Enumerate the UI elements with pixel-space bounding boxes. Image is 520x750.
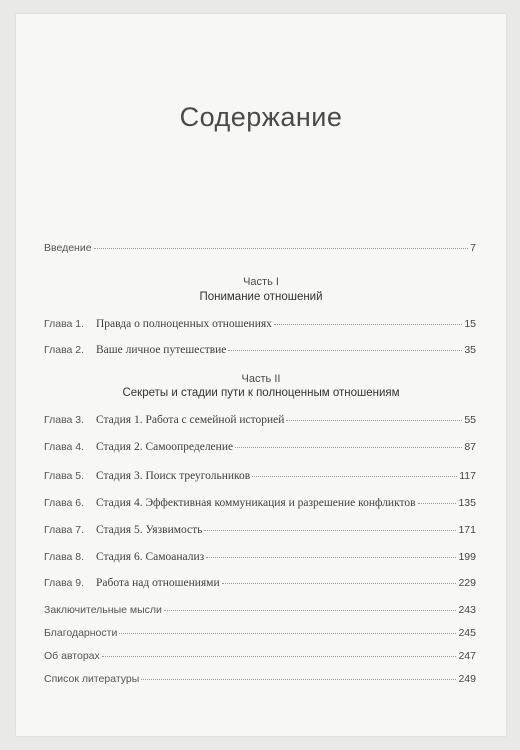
leader-dots (102, 656, 457, 657)
chapter-title: Стадия 5. Уязвимость (96, 524, 203, 536)
chapter-page: 171 (458, 524, 476, 536)
toc-entry-intro (44, 242, 476, 254)
toc-entry-page: 7 (470, 242, 476, 254)
leader-dots (119, 633, 456, 634)
leader-dots (222, 583, 457, 584)
toc-entry-label: Благодарности (44, 627, 118, 639)
chapter-title: Стадия 3. Поиск треугольников (96, 470, 251, 482)
toc-entry-references (44, 673, 476, 685)
leader-dots (94, 248, 469, 249)
leader-dots (235, 447, 462, 448)
page-title: Содержание (179, 102, 343, 132)
toc-entry-label: Введение (44, 242, 92, 254)
toc-entry-page: 245 (458, 627, 476, 639)
book-page (16, 14, 506, 736)
chapter-page: 55 (464, 414, 476, 426)
toc-entry-label: Список литературы (44, 673, 140, 685)
toc-entry-chapter-7 (44, 524, 476, 536)
toc-entry-page: 243 (458, 604, 476, 616)
chapter-title: Стадия 6. Самоанализ (96, 551, 205, 563)
leader-dots (141, 679, 456, 680)
leader-dots (418, 503, 457, 504)
chapter-page: 35 (464, 344, 476, 356)
toc-entry-chapter-4 (44, 441, 476, 453)
chapter-page: 15 (464, 318, 476, 330)
toc-entry-acknowledgements (44, 627, 476, 639)
chapter-page: 117 (459, 470, 476, 482)
part-1-label: Часть I (243, 276, 279, 288)
toc-entry-chapter-5 (44, 470, 476, 482)
chapter-number: Глава 2. (44, 344, 85, 356)
leader-dots (274, 324, 462, 325)
chapter-number: Глава 4. (44, 441, 85, 453)
leader-dots (204, 530, 456, 531)
toc-entry-page: 249 (458, 673, 476, 685)
toc-entry-label: Об авторах (44, 650, 100, 662)
toc-entry-closing-thoughts (44, 604, 476, 616)
part-2-label: Часть II (241, 373, 281, 385)
chapter-page: 87 (464, 441, 476, 453)
toc-entry-chapter-9 (44, 577, 476, 589)
leader-dots (286, 420, 462, 421)
chapter-title: Стадия 1. Работа с семейной историей (96, 414, 285, 426)
chapter-page: 229 (458, 577, 476, 589)
chapter-number: Глава 6. (44, 497, 85, 509)
chapter-page: 199 (458, 551, 476, 563)
leader-dots (206, 557, 456, 558)
leader-dots (228, 350, 462, 351)
toc-entry-label: Заключительные мысли (44, 604, 162, 616)
chapter-number: Глава 1. (44, 318, 85, 330)
chapter-number: Глава 7. (44, 524, 85, 536)
toc-entry-chapter-1 (44, 318, 476, 330)
part-1-title: Понимание отношений (199, 291, 323, 303)
chapter-number: Глава 9. (44, 577, 85, 589)
chapter-number: Глава 8. (44, 551, 85, 563)
chapter-title: Стадия 2. Самоопределение (96, 441, 234, 453)
leader-dots (164, 610, 457, 611)
toc-entry-chapter-3 (44, 414, 476, 426)
chapter-number: Глава 5. (44, 470, 85, 482)
chapter-page: 135 (458, 497, 476, 509)
chapter-title: Стадия 4. Эффективная коммуникация и разрешение конфликтов (96, 497, 416, 509)
toc-entry-page: 247 (458, 650, 476, 662)
chapter-title: Правда о полноценных отношениях (96, 318, 272, 330)
chapter-title: Работа над отношениями (96, 577, 220, 589)
leader-dots (252, 476, 457, 477)
toc-entry-chapter-6 (44, 497, 476, 509)
part-2-title: Секреты и стадии пути к полноценным отношениям (122, 387, 400, 399)
chapter-number: Глава 3. (44, 414, 85, 426)
toc-entry-chapter-2 (44, 344, 476, 356)
toc-entry-about-authors (44, 650, 476, 662)
chapter-title: Ваше личное путешествие (96, 344, 227, 356)
toc-entry-chapter-8 (44, 551, 476, 563)
